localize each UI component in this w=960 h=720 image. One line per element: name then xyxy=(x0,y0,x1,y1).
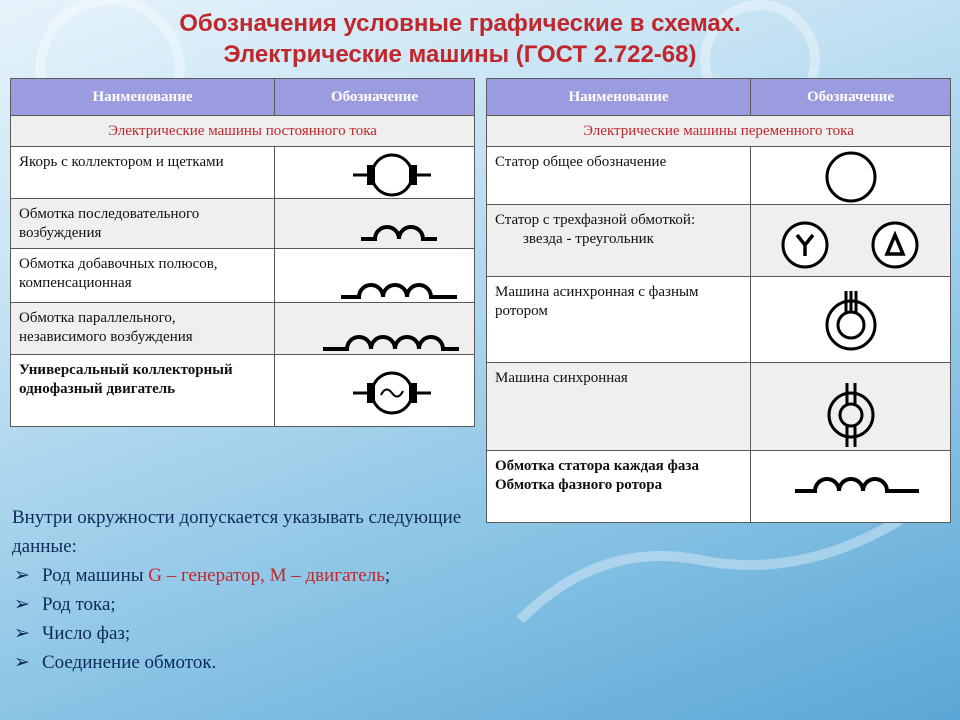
symbol-universal-motor xyxy=(275,355,475,427)
symbol-sync-machine xyxy=(751,363,951,451)
note-machine-type-end: ; xyxy=(384,565,391,586)
note-machine-type-highlight: G – генератор, М – двигатель xyxy=(148,565,385,586)
header-symbol: Обозначение xyxy=(275,79,475,116)
notes-intro: Внутри окружности допускается указывать следующие данные: xyxy=(12,507,462,557)
row-name-armature: Якорь с коллектором и щетками xyxy=(11,147,275,199)
symbol-armature-commutator xyxy=(275,147,475,199)
symbol-compensating-winding xyxy=(275,249,475,303)
bullet-arrow-icon: ➢ xyxy=(14,623,30,644)
row-name-three-phase-label: Статор с трехфазной обмоткой: xyxy=(495,212,696,228)
row-name-sync-machine: Машина синхронная xyxy=(487,363,751,451)
winding-3-loops-icon xyxy=(275,249,475,303)
dc-machines-table xyxy=(10,78,475,427)
row-name-shunt-winding: Обмотка параллельного, независимого возбуждения xyxy=(11,303,275,355)
row-name-universal-motor: Универсальный коллекторный однофазный двигатель xyxy=(11,355,275,427)
list-item xyxy=(12,648,492,677)
list-item xyxy=(12,561,492,590)
winding-2-loops-icon xyxy=(275,199,475,249)
universal-motor-icon xyxy=(275,355,475,427)
row-name-async-machine: Машина асинхронная с фазным ротором xyxy=(487,277,751,363)
section-title-dc: Электрические машины постоянного тока xyxy=(11,116,475,147)
slide-title xyxy=(0,8,920,70)
symbol-stator xyxy=(751,147,951,205)
notes-list xyxy=(12,561,492,677)
note-machine-type-text: Род машины xyxy=(42,565,149,586)
row-name-three-phase-stator xyxy=(487,205,751,277)
armature-commutator-icon xyxy=(275,147,475,199)
row-name-stator-phase: Обмотка статора каждая фаза xyxy=(495,458,699,474)
list-item xyxy=(12,619,492,648)
title-line-2: Электрические машины (ГОСТ 2.722-68) xyxy=(223,41,697,68)
row-name-star-delta: звезда - треугольник xyxy=(523,231,654,247)
notes-block xyxy=(12,503,492,677)
symbol-shunt-winding xyxy=(275,303,475,355)
stator-circle-icon xyxy=(751,147,951,205)
header-name: Наименование xyxy=(11,79,275,116)
winding-3-loops-icon xyxy=(751,451,951,523)
symbol-series-winding xyxy=(275,199,475,249)
symbol-three-phase-stator xyxy=(751,205,951,277)
row-name-series-winding: Обмотка последовательного возбуждения xyxy=(11,199,275,249)
sync-machine-icon xyxy=(751,363,951,451)
symbol-async-wound-rotor xyxy=(751,277,951,363)
note-phase-count: Число фаз; xyxy=(42,623,131,644)
star-delta-stator-icon xyxy=(751,205,951,277)
section-title-ac: Электрические машины переменного тока xyxy=(487,116,951,147)
title-line-1: Обозначения условные графические в схемах. xyxy=(179,10,741,37)
winding-4-loops-icon xyxy=(275,303,475,355)
header-name: Наименование xyxy=(487,79,751,116)
bullet-arrow-icon: ➢ xyxy=(14,565,30,586)
bullet-arrow-icon: ➢ xyxy=(14,652,30,673)
note-winding-connection: Соединение обмоток. xyxy=(42,652,217,673)
row-name-stator: Статор общее обозначение xyxy=(487,147,751,205)
symbol-phase-winding xyxy=(751,451,951,523)
row-name-stator-phase-winding xyxy=(487,451,751,523)
bullet-arrow-icon: ➢ xyxy=(14,594,30,615)
note-current-type: Род тока; xyxy=(42,594,116,615)
row-name-rotor-phase: Обмотка фазного ротора xyxy=(495,477,663,493)
list-item xyxy=(12,590,492,619)
ac-machines-table xyxy=(486,78,951,523)
async-wound-rotor-icon xyxy=(751,277,951,363)
row-name-compensating-winding: Обмотка добавочных полюсов, компенсационная xyxy=(11,249,275,303)
header-symbol: Обозначение xyxy=(751,79,951,116)
